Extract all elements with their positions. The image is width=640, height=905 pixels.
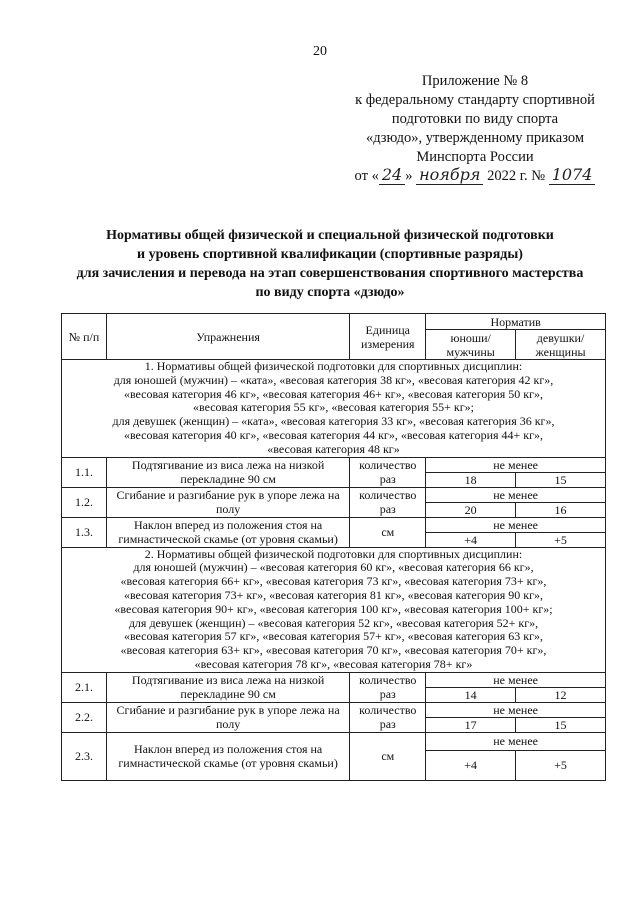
row-exercise: Наклон вперед из положения стоя на гимнастической скамье (от уровня скамьи) xyxy=(106,732,349,780)
row-exercise: Сгибание и разгибание рук в упоре лежа на полу xyxy=(106,702,349,732)
row-num: 1.2. xyxy=(62,487,107,517)
section-line: для юношей (мужчин) – «ката», «весовая категория 38 кг», «весовая категория 42 кг», xyxy=(113,372,554,387)
row-num: 1.3. xyxy=(62,517,107,547)
row-unit: количество раз xyxy=(350,672,426,702)
row-unit: см xyxy=(350,517,426,547)
section-line: «весовая категория 55 кг», «весовая категория 55+ кг»; xyxy=(192,400,474,415)
row-exercise: Наклон вперед из положения стоя на гимнастической скамье (от уровня скамьи) xyxy=(106,517,349,547)
section-line: для юношей (мужчин) – «весовая категория 60 кг», «весовая категория 66 кг», xyxy=(133,560,534,575)
date-prefix: от « xyxy=(354,168,379,184)
row-boys-value: 17 xyxy=(426,717,516,732)
header-exercise: Упражнения xyxy=(106,314,349,360)
row-girls-value: 15 xyxy=(516,472,606,487)
date-year: 2022 г. № xyxy=(487,168,546,184)
header-girls: девушки/ женщины xyxy=(516,330,606,360)
section-line: «весовая категория 63+ кг», «весовая категория 70 кг», «весовая категория 70+ кг», xyxy=(120,643,547,658)
row-num: 2.2. xyxy=(62,702,107,732)
row-num: 2.1. xyxy=(62,672,107,702)
row-girls-value: 12 xyxy=(516,687,606,702)
date-sep: » xyxy=(405,168,413,184)
header-norm: Норматив xyxy=(426,314,606,330)
row-min-label: не менее xyxy=(426,457,606,472)
date-month: ноября xyxy=(416,165,483,185)
section-line: «весовая категория 48 кг» xyxy=(267,441,400,456)
appendix-line: к федеральному стандарту спортивной xyxy=(355,92,595,108)
section-heading xyxy=(62,360,606,458)
header-num: № п/п xyxy=(62,314,107,360)
section-line: «весовая категория 78 кг», «весовая категория 78+ кг» xyxy=(194,656,473,671)
row-unit: количество раз xyxy=(350,487,426,517)
section-line: для девушек (женщин) – «ката», «весовая категория 33 кг», «весовая категория 36 кг», xyxy=(112,414,555,429)
row-exercise: Сгибание и разгибание рук в упоре лежа на полу xyxy=(106,487,349,517)
section-line: «весовая категория 90+ кг», «весовая категория 100 кг», «весовая категория 100+ кг»; xyxy=(114,601,553,616)
date-day: 24 xyxy=(379,165,405,185)
row-boys-value: 18 xyxy=(426,472,516,487)
row-boys-value: 14 xyxy=(426,687,516,702)
section-line: для девушек (женщин) – «весовая категория 52 кг», «весовая категория 52+ кг», xyxy=(128,615,539,630)
section-line: «весовая категория 66+ кг», «весовая категория 73 кг», «весовая категория 73+ кг», xyxy=(120,574,547,589)
appendix-line: Приложение № 8 xyxy=(421,73,529,89)
section-line: 2. Нормативы общей физической подготовки для спортивных дисциплин: xyxy=(144,546,523,561)
page-number: 20 xyxy=(313,44,327,59)
row-girls-value: 15 xyxy=(516,717,606,732)
row-exercise: Подтягивание из виса лежа на низкой перекладине 90 см xyxy=(106,672,349,702)
row-girls-value: +5 xyxy=(516,750,606,780)
section-heading xyxy=(62,547,606,672)
row-exercise: Подтягивание из виса лежа на низкой перекладине 90 см xyxy=(106,457,349,487)
document-title xyxy=(30,226,630,302)
row-num: 2.3. xyxy=(62,732,107,780)
title-line: Нормативы общей физической и специальной физической подготовки xyxy=(106,228,554,243)
title-line: для зачисления и перевода на этап совершенствования спортивного мастерства xyxy=(76,266,584,281)
row-min-label: не менее xyxy=(426,702,606,717)
row-unit: см xyxy=(350,732,426,780)
title-line: и уровень спортивной квалификации (спортивные разряды) xyxy=(137,247,523,262)
appendix-line: «дзюдо», утвержденному приказом xyxy=(366,130,584,146)
row-min-label: не менее xyxy=(426,487,606,502)
section-line: «весовая категория 57 кг», «весовая категория 57+ кг», «весовая категория 63 кг», xyxy=(123,629,544,644)
row-girls-value: +5 xyxy=(516,532,606,547)
row-girls-value: 16 xyxy=(516,502,606,517)
appendix-line: подготовки по виду спорта xyxy=(391,111,559,127)
row-num: 1.1. xyxy=(62,457,107,487)
appendix-block xyxy=(330,72,620,186)
row-min-label: не менее xyxy=(426,672,606,687)
row-boys-value: +4 xyxy=(426,750,516,780)
norms-table xyxy=(61,313,606,781)
header-unit: Единица измерения xyxy=(350,314,426,360)
row-boys-value: 20 xyxy=(426,502,516,517)
row-unit: количество раз xyxy=(350,702,426,732)
section-line: «весовая категория 40 кг», «весовая категория 44 кг», «весовая категория 44+ кг», xyxy=(123,427,544,442)
appendix-line: Минспорта России xyxy=(416,149,534,165)
order-number: 1074 xyxy=(549,165,596,185)
header-boys: юноши/ мужчины xyxy=(426,330,516,360)
row-unit: количество раз xyxy=(350,457,426,487)
row-boys-value: +4 xyxy=(426,532,516,547)
section-line: «весовая категория 46 кг», «весовая категория 46+ кг», «весовая категория 50 кг», xyxy=(123,386,544,401)
title-line: по виду спорта «дзюдо» xyxy=(255,285,405,300)
row-min-label: не менее xyxy=(426,732,606,750)
section-line: 1. Нормативы общей физической подготовки для спортивных дисциплин: xyxy=(144,359,523,373)
order-date-line xyxy=(355,167,596,186)
section-line: «весовая категория 73+ кг», «весовая категория 81 кг», «весовая категория 90 кг», xyxy=(123,587,544,602)
row-min-label: не менее xyxy=(426,517,606,532)
